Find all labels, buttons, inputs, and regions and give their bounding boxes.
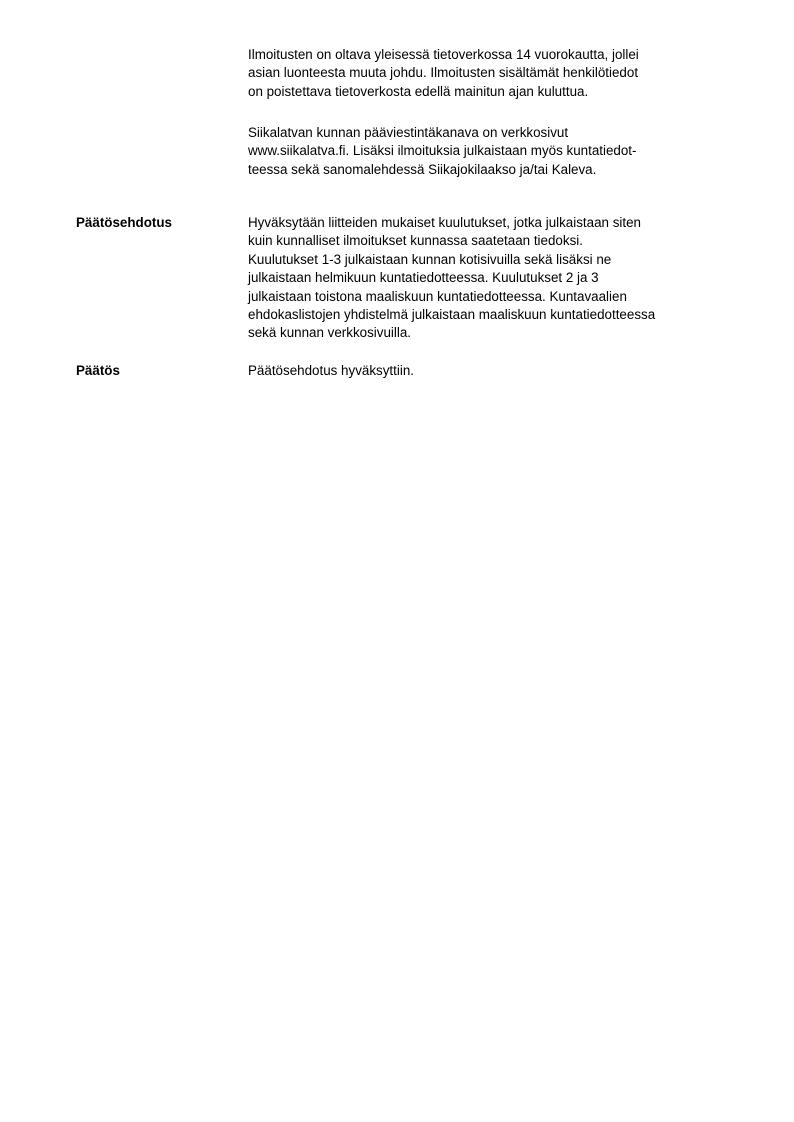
proposal-line-4: julkaistaan helmikuun kuntatiedotteessa. Kuulutukset 2 ja 3 [248, 270, 599, 286]
intro-paragraph [248, 46, 748, 101]
channel-paragraph [248, 124, 748, 179]
proposal-line-6: ehdokaslistojen yhdistelmä julkaistaan maaliskuun kuntatiedotteessa [248, 307, 656, 323]
intro-line-2: asian luonteesta muuta johdu. Ilmoitusten sisältämät henkilötiedot [248, 65, 639, 81]
decision-label: Päätös [76, 363, 120, 378]
proposal-paragraph [248, 214, 748, 343]
proposal-line-5: julkaistaan toistona maaliskuun kuntatiedotteessa. Kuntavaalien [248, 288, 627, 304]
proposal-line-2: kuin kunnalliset ilmoitukset kunnassa saatetaan tiedoksi. [248, 233, 583, 249]
proposal-line-3: Kuulutukset 1-3 julkaistaan kunnan kotisivuilla sekä lisäksi ne [248, 251, 612, 267]
intro-line-3: on poistettava tietoverkosta edellä mainitun ajan kuluttua. [248, 83, 589, 99]
channel-line-2: www.siikalatva.fi. Lisäksi ilmoituksia julkaistaan myös kuntatiedot- [248, 143, 637, 159]
intro-line-1: Ilmoitusten on oltava yleisessä tietoverkossa 14 vuorokautta, jollei [248, 47, 639, 62]
proposal-line-7: sekä kunnan verkkosivuilla. [248, 325, 412, 341]
proposal-line-1: Hyväksytään liitteiden mukaiset kuulutukset, jotka julkaistaan siten [248, 215, 641, 230]
proposal-label: Päätösehdotus [76, 215, 172, 230]
decision-text: Päätösehdotus hyväksyttiin. [248, 363, 414, 378]
channel-line-3: teessa sekä sanomalehdessä Siikajokilaakso ja/tai Kaleva. [248, 161, 597, 177]
channel-line-1: Siikalatvan kunnan pääviestintäkanava on verkkosivut [248, 125, 569, 140]
decision-paragraph [248, 362, 748, 380]
